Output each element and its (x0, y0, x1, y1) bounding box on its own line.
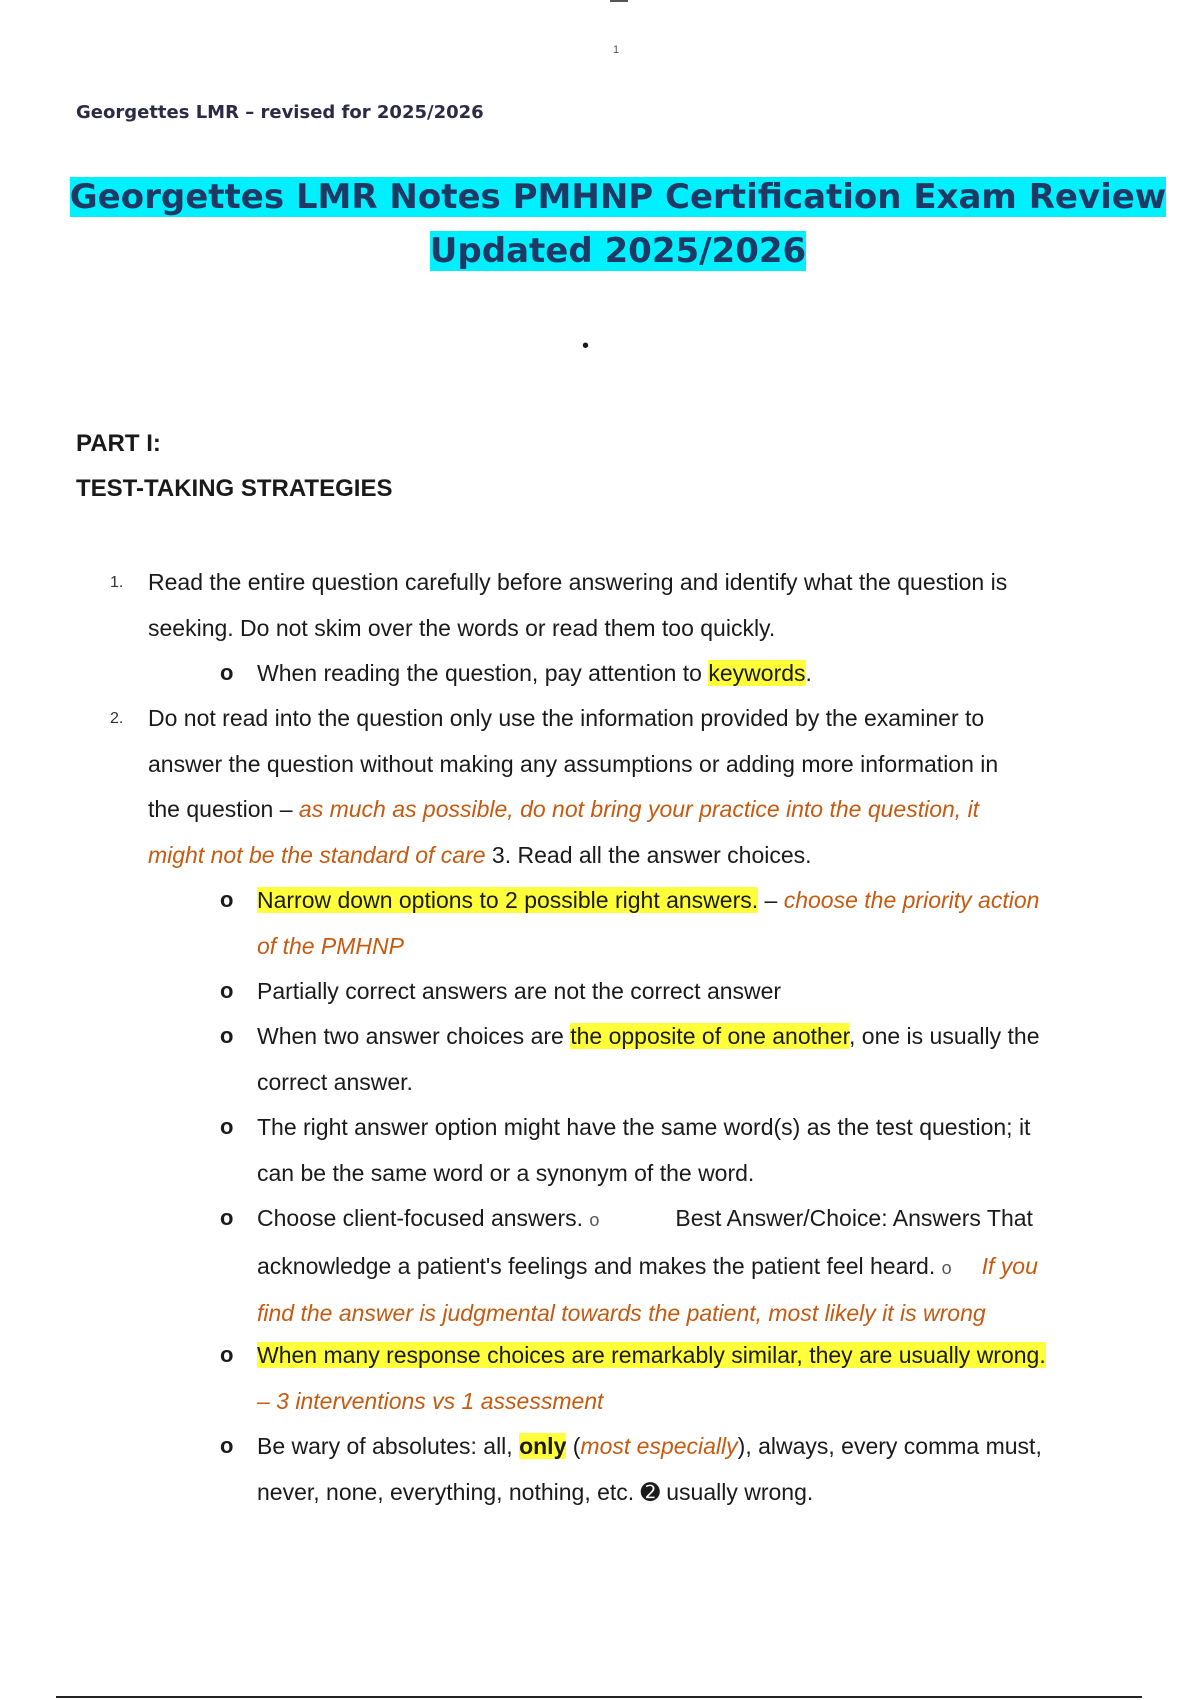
item-1-line-2: seeking. Do not skim over the words or read them too quickly. (148, 614, 776, 641)
sub-item-absolutes (257, 1424, 1157, 1515)
sub-bullet-icon: o (220, 1205, 234, 1230)
sub-item-text: Be wary of absolutes: all, (257, 1433, 520, 1459)
sub-item-text: . (805, 660, 812, 686)
sub-item-text: , one is usually the (849, 1023, 1040, 1049)
orange-note: If you (981, 1252, 1038, 1279)
arrow-icon: ➋ (640, 1478, 660, 1505)
sub-item-keywords (257, 651, 1157, 697)
orange-note-cont: find the answer is judgmental towards the patient, most likely it is wrong (257, 1300, 986, 1326)
top-page-mark (610, 0, 628, 2)
list-item-2 (148, 696, 1148, 878)
sub-bullet-icon: o (220, 978, 234, 1003)
orange-note: – 3 interventions vs 1 assessment (257, 1387, 604, 1414)
sub-item-text: never, none, everything, nothing, etc. (257, 1478, 641, 1505)
sub-item-opposites (257, 1014, 1157, 1105)
item-2-orange-note-cont: might not be the standard of care (148, 841, 486, 868)
sub-item-text: usually wrong. (659, 1478, 814, 1505)
item-2-line-1: Do not read into the question only use the information provided by the examiner to (148, 705, 985, 731)
sub-bullet-icon: o (220, 1023, 234, 1048)
page-number: 1 (613, 44, 620, 56)
highlight-keywords: keywords (708, 660, 806, 686)
bottom-rule (56, 1696, 1142, 1698)
sub-bullet-icon: o (220, 1114, 234, 1139)
highlight-only: only (519, 1433, 567, 1459)
sub-item-text: When two answer choices are (257, 1023, 571, 1049)
item-2-orange-note: as much as possible, do not bring your practice into the question, it (298, 796, 980, 822)
sub-item-text: The right answer option might have the same word(s) as the test question; it (257, 1114, 1031, 1140)
document-title (60, 170, 1176, 278)
orange-note-cont: of the PMHNP (257, 932, 404, 959)
title-line-1: Georgettes LMR Notes PMHNP Certification Exam Review (69, 177, 1167, 217)
highlight-narrow-down: Narrow down options to 2 possible right answers. (257, 887, 759, 913)
orange-note: choose the priority action (783, 887, 1040, 913)
sub-item-client-focused (257, 1196, 1157, 1337)
sub-item-text: When reading the question, pay attention to (257, 660, 709, 686)
sub-item-text: Best Answer/Choice: Answers That (675, 1205, 1033, 1231)
highlight-opposite: the opposite of one another (570, 1023, 849, 1049)
sub-bullet-icon: o (220, 660, 234, 685)
sub-item-similar-choices (257, 1333, 1157, 1424)
sub-item-text: correct answer. (257, 1068, 413, 1095)
sub-item-text: – (758, 887, 784, 913)
item-2-line-2: answer the question without making any assumptions or adding more information in (148, 750, 999, 777)
item-1-line-1: Read the entire question carefully before answering and identify what the question is (148, 569, 1008, 595)
item-number-2: 2. (110, 710, 124, 727)
sub-item-text: ( (566, 1433, 581, 1459)
inline-bullet-icon: o (589, 1210, 600, 1230)
sub-bullet-icon: o (220, 1342, 234, 1367)
sub-item-narrow-down (257, 878, 1157, 969)
list-item-1 (148, 560, 1148, 651)
inline-bullet-icon: o (941, 1257, 952, 1278)
sub-bullet-icon: o (220, 887, 234, 912)
sub-item-partially-correct: Partially correct answers are not the correct answer (257, 978, 782, 1004)
orange-note: most especially (580, 1433, 738, 1459)
part-heading: PART I: (76, 430, 161, 457)
title-line-2: Updated 2025/2026 (429, 231, 807, 271)
sub-item-text: can be the same word or a synonym of the word. (257, 1159, 755, 1186)
bullet-dot: • (582, 335, 590, 357)
item-2-line-3: the question – (148, 796, 299, 822)
item-3-inline: 3. Read all the answer choices. (485, 841, 812, 868)
running-header: Georgettes LMR – revised for 2025/2026 (76, 102, 484, 123)
highlight-similar-choices: When many response choices are remarkably similar, they are usually wrong. (257, 1342, 1046, 1368)
sub-item-text: acknowledge a patient's feelings and makes the patient feel heard. (257, 1252, 936, 1279)
sub-item-same-words (257, 1105, 1157, 1196)
sub-item-text: Choose client-focused answers. (257, 1205, 583, 1231)
item-number-1: 1. (110, 574, 124, 591)
sub-item-text: ), always, every comma must, (737, 1433, 1042, 1459)
sub-bullet-icon: o (220, 1433, 234, 1458)
section-heading: TEST-TAKING STRATEGIES (76, 475, 393, 502)
